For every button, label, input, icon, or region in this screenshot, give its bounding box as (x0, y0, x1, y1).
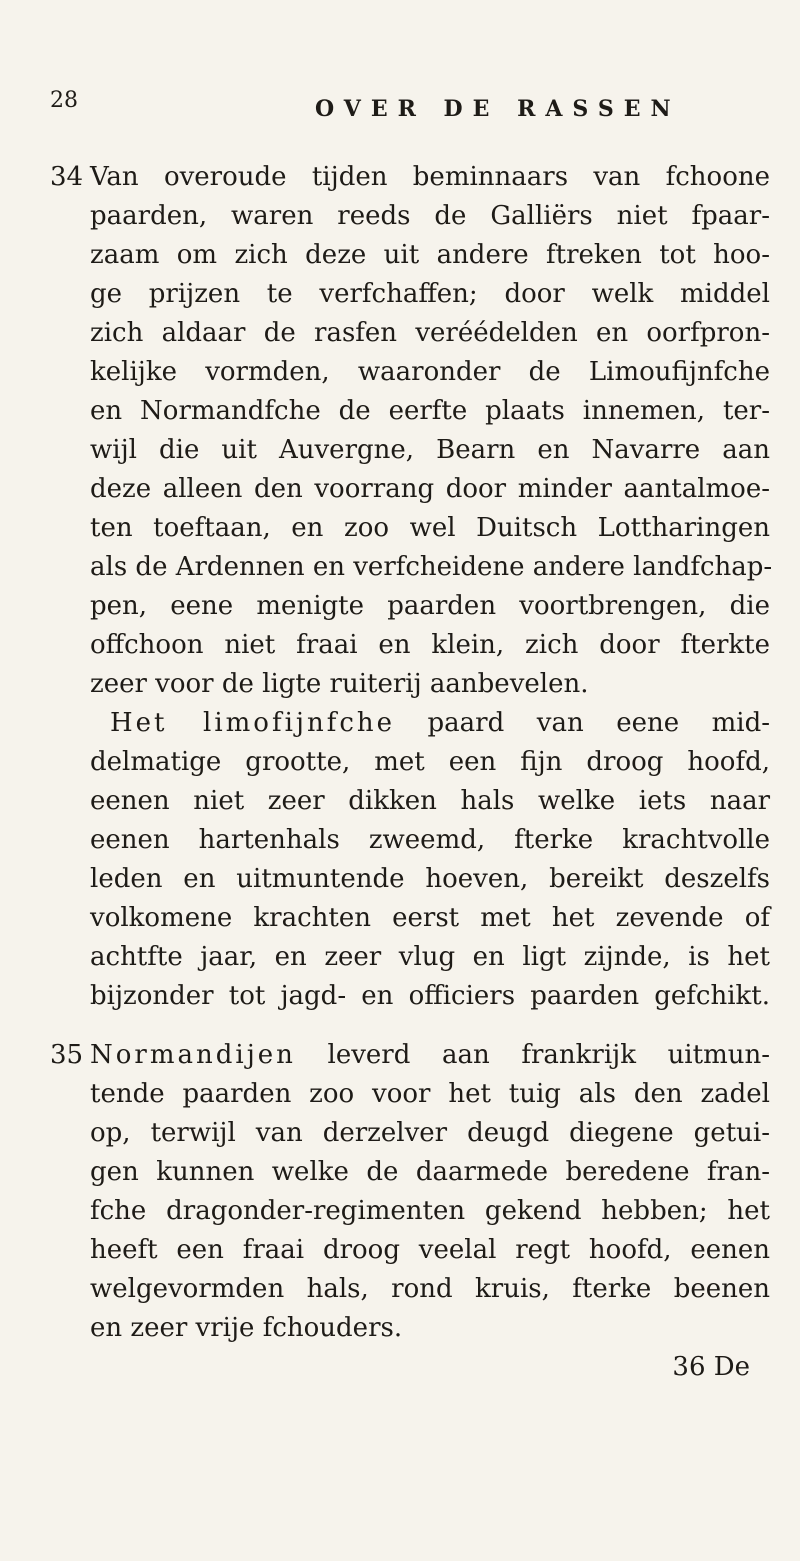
text-line: volkomene krachten eerst met het zevende of (90, 903, 770, 933)
text-line: op, terwijl van derzelver deugd diegene getui- (90, 1118, 770, 1148)
line-text: paard van eene mid- (427, 708, 771, 738)
text-line: ten toeftaan, en zoo wel Duitsch Lottharingen (90, 513, 770, 543)
paragraph-gap (50, 1016, 770, 1036)
text-line: als de Ardennen en verfcheidene andere landfchap- (90, 552, 773, 582)
text-line: achtfte jaar, en zeer vlug en ligt zijnde, is het (90, 942, 770, 972)
body-text (50, 158, 773, 1387)
text-line: zeer voor de ligte ruiterij aanbevelen. (90, 669, 589, 699)
running-head-title: OVER DE RASSEN (315, 96, 681, 122)
text-line: eenen niet zeer dikken hals welke iets naar (90, 786, 770, 816)
text-line: leden en uitmuntende hoeven, bereikt deszelfs (90, 864, 770, 894)
text-line: tende paarden zoo voor het tuig als den zadel (90, 1079, 770, 1109)
text-line: deze alleen den voorrang door minder aantalmoe- (90, 474, 770, 504)
text-line: welgevormden hals, rond kruis, fterke beenen (90, 1274, 770, 1304)
text-line: bijzonder tot jagd- en officiers paarden gefchikt. (90, 981, 770, 1011)
text-line: offchoon niet fraai en klein, zich door fterkte (90, 630, 770, 660)
text-line: delmatige grootte, met een fijn droog hoofd, (90, 747, 770, 777)
text-line (50, 704, 770, 743)
text-line: heeft een fraai droog veelal regt hoofd, eenen (90, 1235, 770, 1265)
line-text: leverd aan frankrijk uitmun- (327, 1040, 771, 1070)
text-line: wijl die uit Auvergne, Bearn en Navarre aan (90, 435, 770, 465)
running-head (50, 88, 770, 128)
page-number: 28 (50, 88, 78, 113)
text-line: paarden, waren reeds de Galliërs niet fpaar- (90, 201, 770, 231)
text-line (50, 1036, 770, 1075)
text-line: fche dragonder-regimenten gekend hebben; het (90, 1196, 770, 1226)
paragraph-number: 34 (50, 162, 84, 192)
text-line: zaam om zich deze uit andere ftreken tot hoo- (90, 240, 770, 270)
catchword: 36 De (672, 1352, 750, 1382)
text-line: zich aldaar de rasfen veréédelden en oorfpron- (90, 318, 770, 348)
text-line (50, 158, 770, 197)
section-term: Normandijen (90, 1040, 296, 1070)
paragraph-number: 35 (50, 1040, 84, 1070)
text-line: kelijke vormden, waaronder de Limoufijnfche (90, 357, 770, 387)
text-line: gen kunnen welke de daarmede beredene fran- (90, 1157, 770, 1187)
sub-heading-term: Het limofijnfche (110, 708, 396, 738)
text-line: en zeer vrije fchouders. (90, 1313, 403, 1343)
text-line: en Normandfche de eerfte plaats innemen, ter- (90, 396, 770, 426)
text-line: pen, eene menigte paarden voortbrengen, die (90, 591, 770, 621)
text-line: eenen hartenhals zweemd, fterke krachtvolle (90, 825, 770, 855)
text-line: ge prijzen te verfchaffen; door welk middel (90, 279, 770, 309)
line-text: Van overoude tijden beminnaars van fchoone (90, 162, 770, 192)
